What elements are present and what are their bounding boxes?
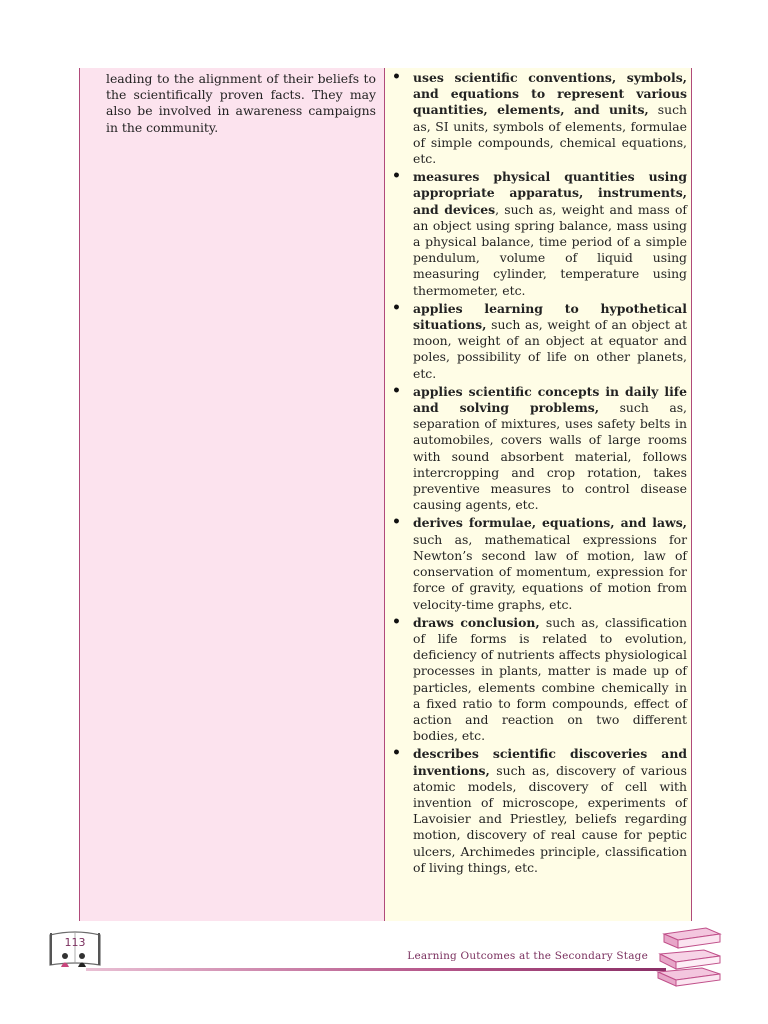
books-stack-icon <box>654 922 724 992</box>
item-text: , such as, weight and mass of an object using spring balance, mass using a physical balance, time period of a simple pendulum, volume of liquid using measuring cylinder, temperature using thermometer, etc. <box>413 201 687 298</box>
item-lead: applies scientific concepts in daily life and solving problems, <box>413 383 687 416</box>
list-item <box>391 301 687 382</box>
bullet-icon: • <box>392 613 401 630</box>
item-lead: describes scientific discoveries and inventions, <box>413 746 687 778</box>
footer-title: Learning Outcomes at the Secondary Stage <box>407 950 648 962</box>
bullet-icon: • <box>392 69 401 85</box>
list-item <box>391 70 687 167</box>
list-item <box>391 746 687 876</box>
bullet-icon: • <box>392 514 401 531</box>
learning-outcomes-column <box>385 68 691 921</box>
list-item <box>391 169 687 299</box>
bullet-icon: • <box>392 168 401 185</box>
bullet-icon: • <box>392 745 401 762</box>
pedagogy-column <box>80 68 385 921</box>
list-item <box>391 515 687 612</box>
list-item <box>391 384 687 514</box>
item-lead: derives formulae, equations, and laws, <box>413 515 687 531</box>
item-text: such as, SI units, symbols of elements, formulae of simple compounds, chemical equations, etc. <box>413 102 687 167</box>
item-text: such as, separation of mixtures, uses safety belts in automobiles, covers walls of large rooms with sound absorbent material, follows intercropping and crop rotation, takes preventive measures to control disease causing agents, etc. <box>413 400 687 513</box>
bullet-icon: • <box>392 382 401 399</box>
item-lead: uses scientific conventions, symbols, and equations to represent various quantities, elements, and units, <box>413 70 687 118</box>
bullet-icon: • <box>392 299 401 316</box>
page-number-badge <box>47 931 103 969</box>
list-item <box>391 615 687 745</box>
outcomes-table <box>79 68 692 921</box>
item-lead: applies learning to hypothetical situations, <box>413 300 687 333</box>
item-lead: draws conclusion, <box>413 614 540 630</box>
item-text: such as, weight of an object at moon, weight of an object at equator and poles, possibility of life on other planets, etc. <box>413 317 687 381</box>
page-number: 113 <box>64 936 86 949</box>
outcomes-list <box>391 70 687 876</box>
left-column-text: leading to the alignment of their beliefs to the scientifically proven facts. They may also be involved in awareness campaigns in the community. <box>106 71 376 135</box>
item-lead: measures physical quantities using appropriate apparatus, instruments, and devices <box>413 169 687 217</box>
item-text: such as, mathematical expressions for Newton’s second law of motion, law of conservation of momentum, expression for force of gravity, equations of motion from velocity-time graphs, etc. <box>413 531 687 612</box>
item-text: such as, classification of life forms is related to evolution, deficiency of nutrients affects physiological processes in plants, matter is made up of particles, elements combine chemically in a fixed ratio to form compounds, effect of action and reaction on two different bodies, etc. <box>413 614 687 744</box>
footer-divider <box>86 968 666 971</box>
item-text: such as, discovery of various atomic models, discovery of cell with invention of microscope, experiments of Lavoisier and Priestley, beliefs regarding motion, discovery of real cause for peptic ulcers, Archimedes principle, classification of living things, etc. <box>413 762 687 875</box>
